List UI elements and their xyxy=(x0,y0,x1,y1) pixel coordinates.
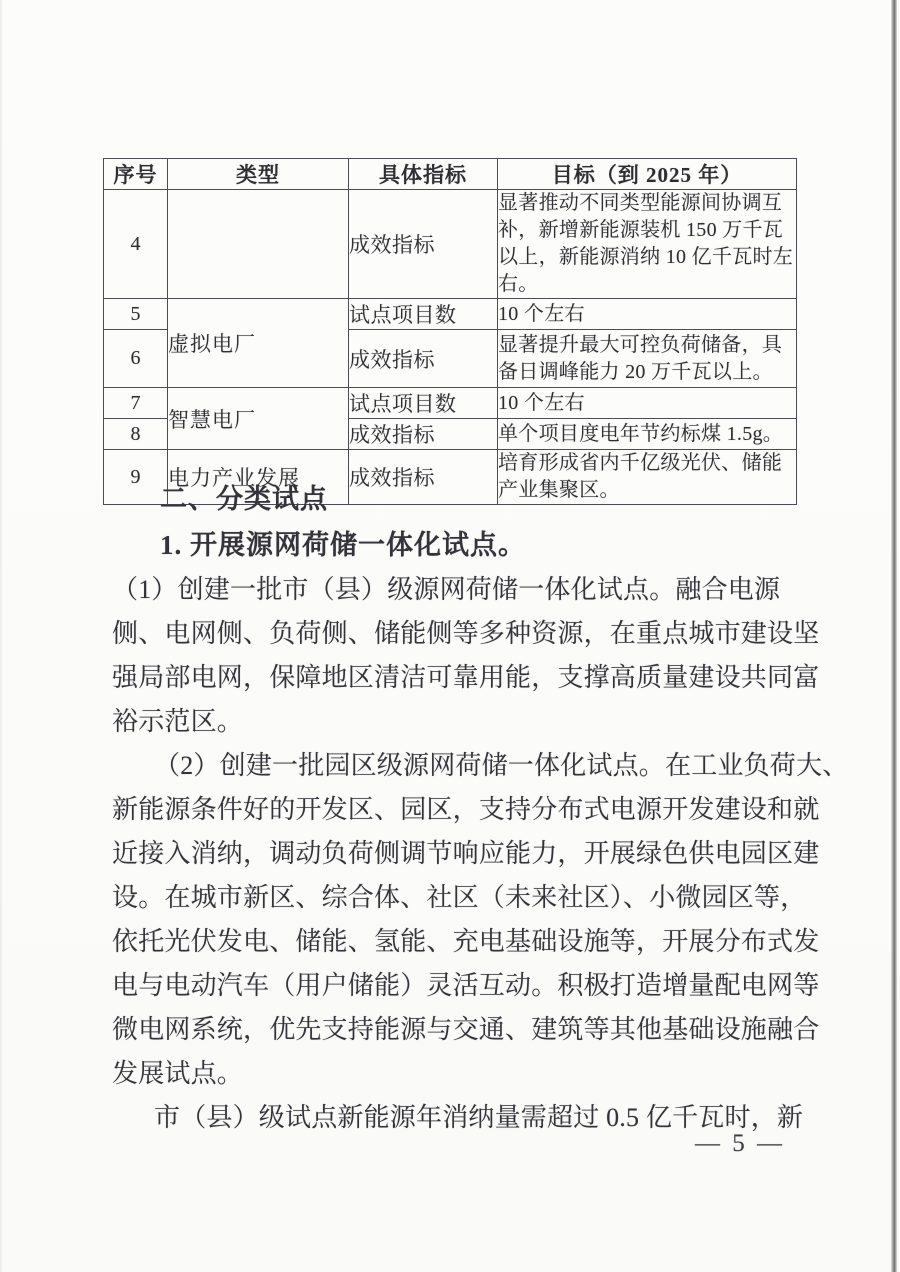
paragraph-line: 市（县）级试点新能源年消纳量需超过 0.5 亿千瓦时，新 xyxy=(154,1103,804,1132)
table-header-row xyxy=(104,159,797,190)
cell-type: 虚拟电厂 xyxy=(168,299,349,388)
column-header-indicator: 具体指标 xyxy=(349,159,498,190)
paragraph-line: 强局部电网，保障地区清洁可靠用能，支撑高质量建设共同富 xyxy=(112,663,820,692)
subsection-heading: 1. 开展源网荷储一体化试点。 xyxy=(160,530,526,560)
cell-type xyxy=(168,190,349,299)
cell-no: 7 xyxy=(104,388,168,419)
paragraph-line: 裕示范区。 xyxy=(112,707,244,736)
page-number: — 5 — xyxy=(695,1130,785,1157)
cell-indicator: 试点项目数 xyxy=(349,299,498,330)
table-row xyxy=(104,299,797,330)
column-header-target: 目标（到 2025 年） xyxy=(498,159,797,190)
cell-target: 培育形成省内千亿级光伏、储能产业集聚区。 xyxy=(498,450,797,505)
paragraph-line: 近接入消纳，调动负荷侧调节响应能力，开展绿色供电园区建 xyxy=(112,839,820,868)
cell-indicator: 成效指标 xyxy=(349,190,498,299)
indicator-table xyxy=(103,158,797,505)
paragraph-line: （1）创建一批市（县）级源网荷储一体化试点。融合电源 xyxy=(112,575,781,604)
column-header-no: 序号 xyxy=(104,159,168,190)
cell-no: 8 xyxy=(104,419,168,450)
table-row xyxy=(104,190,797,299)
scan-edge-left xyxy=(0,0,3,1272)
cell-no: 4 xyxy=(104,190,168,299)
cell-indicator: 成效指标 xyxy=(349,450,498,505)
cell-indicator: 成效指标 xyxy=(349,419,498,450)
cell-no: 5 xyxy=(104,299,168,330)
cell-no: 6 xyxy=(104,330,168,388)
cell-target: 10 个左右 xyxy=(498,299,797,330)
scan-edge-right xyxy=(891,0,897,1272)
cell-no: 9 xyxy=(104,450,168,505)
cell-indicator: 成效指标 xyxy=(349,330,498,388)
cell-target: 10 个左右 xyxy=(498,388,797,419)
cell-type: 电力产业发展 xyxy=(168,450,349,505)
cell-target: 显著提升最大可控负荷储备，具备日调峰能力 20 万千瓦以上。 xyxy=(498,330,797,388)
paragraph-line: 电与电动汽车（用户储能）灵活互动。积极打造增量配电网等 xyxy=(112,971,820,1000)
paragraph-line: 新能源条件好的开发区、园区，支持分布式电源开发建设和就 xyxy=(112,795,820,824)
paragraph-line: 发展试点。 xyxy=(112,1059,244,1088)
column-header-type: 类型 xyxy=(168,159,349,190)
cell-indicator: 试点项目数 xyxy=(349,388,498,419)
paragraph-line: 微电网系统，优先支持能源与交通、建筑等其他基础设施融合 xyxy=(112,1015,820,1044)
table-row xyxy=(104,388,797,419)
paragraph-line: 侧、电网侧、负荷侧、储能侧等多种资源，在重点城市建设坚 xyxy=(112,619,820,648)
paragraph-line: （2）创建一批园区级源网荷储一体化试点。在工业负荷大、 xyxy=(154,751,849,780)
cell-type: 智慧电厂 xyxy=(168,388,349,450)
cell-target: 显著推动不同类型能源间协调互补，新增新能源装机 150 万千瓦以上，新能源消纳 10 亿千瓦时左右。 xyxy=(498,190,797,299)
cell-target: 单个项目度电年节约标煤 1.5g。 xyxy=(498,419,797,450)
body-text xyxy=(112,476,849,1140)
paragraph-line: 依托光伏发电、储能、氢能、充电基础设施等，开展分布式发 xyxy=(112,927,820,956)
section-heading: 二、分类试点 xyxy=(160,484,328,514)
paragraph-line: 设。在城市新区、综合体、社区（未来社区）、小微园区等， xyxy=(112,883,807,912)
